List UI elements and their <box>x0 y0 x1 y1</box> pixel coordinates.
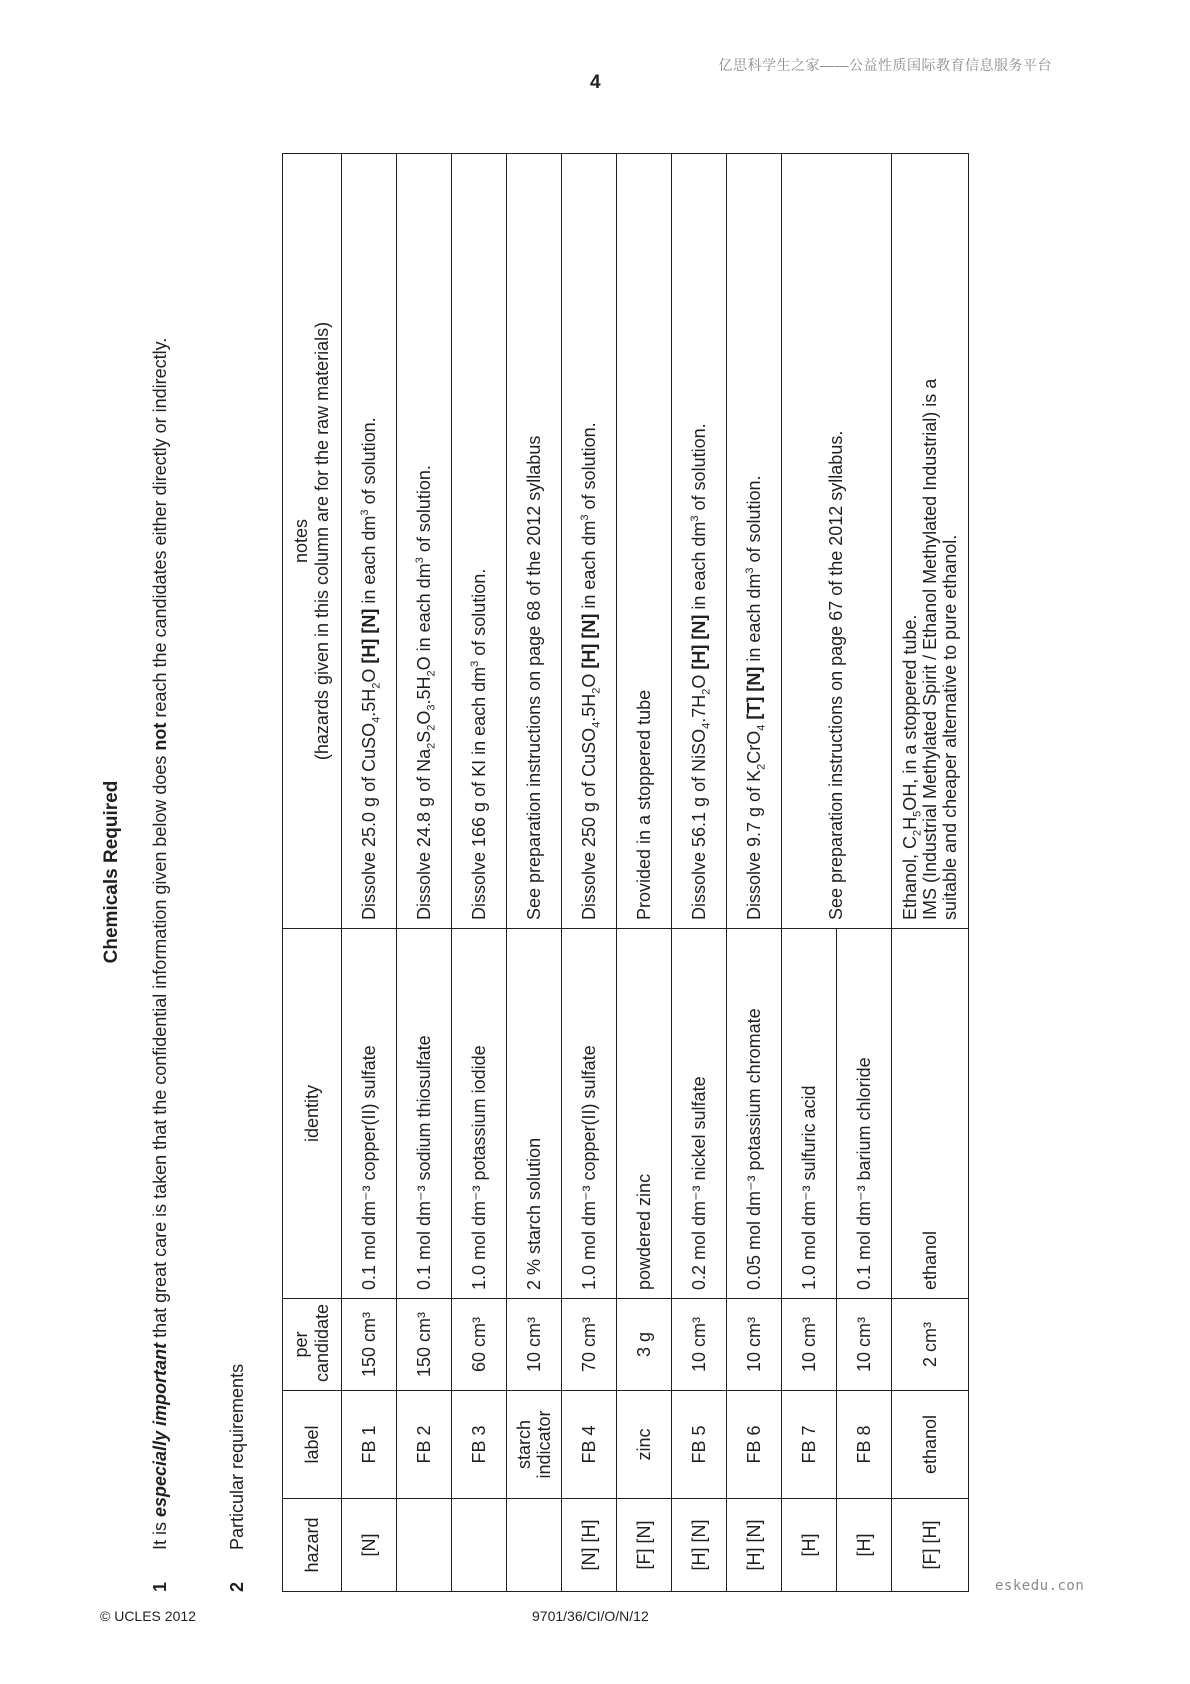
per-candidate-cell: 150 cm³ <box>342 1299 397 1391</box>
identity-cell: powdered zinc <box>617 929 672 1299</box>
notes-line: IMS (Industrial Methylated Spirit / Ethanol Methylated Industrial) is a <box>920 378 940 920</box>
header-line: candidate <box>312 1303 332 1382</box>
notes-cell: See preparation instructions on page 67 of the 2012 syllabus. <box>782 154 892 929</box>
per-candidate-cell: 10 cm³ <box>727 1299 782 1391</box>
chemicals-table <box>282 153 969 1592</box>
hazard-cell: [N] <box>342 1499 397 1592</box>
label-cell: starch indicator <box>507 1391 562 1499</box>
per-candidate-cell: 10 cm³ <box>672 1299 727 1391</box>
text-fragment: It is <box>150 1516 170 1550</box>
item-number: 2 <box>227 1581 247 1592</box>
text-fragment: reach the candidates either directly or indirectly. <box>150 337 170 723</box>
instruction-1-text <box>150 155 171 1550</box>
notes-cell: Dissolve 25.0 g of $CuSO_4.5H_2O$ [H] [N] in each $dm^3$ of solution. <box>342 154 397 929</box>
header-per-candidate <box>283 1299 342 1391</box>
hazard-cell: [H] <box>782 1499 837 1592</box>
page-number: 4 <box>590 72 601 93</box>
emphasis-text: especially important <box>150 1342 170 1517</box>
header-label: label <box>283 1391 342 1499</box>
bold-text: not <box>150 722 170 751</box>
table-row <box>782 154 837 1592</box>
table-row <box>672 154 727 1592</box>
hazard-cell <box>397 1499 452 1592</box>
notes-cell: Dissolve 24.8 g of $Na_2S_2O_3.5H_2O$ in each $dm^3$ of solution. <box>397 154 452 929</box>
notes-cell: Dissolve 56.1 g of $NiSO_4.7H_2O$ [H] [N] in each $dm^3$ of solution. <box>672 154 727 929</box>
identity-cell: 1.0 mol dm⁻³ copper(II) sulfate <box>562 929 617 1299</box>
table-header-row <box>283 154 342 1592</box>
hazard-cell <box>507 1499 562 1592</box>
per-candidate-cell: 3 g <box>617 1299 672 1391</box>
hazard-cell: [H] <box>837 1499 892 1592</box>
label-cell: FB 5 <box>672 1391 727 1499</box>
notes-cell <box>892 154 969 929</box>
hazard-cell: [N] [H] <box>562 1499 617 1592</box>
identity-cell: 2 % starch solution <box>507 929 562 1299</box>
header-line: per <box>291 1331 311 1358</box>
header-notes <box>283 154 342 929</box>
identity-cell: 0.1 mol dm⁻³ barium chloride <box>837 929 892 1299</box>
footer-watermark: eskedu.con <box>995 1578 1085 1594</box>
header-hazard: hazard <box>283 1499 342 1592</box>
label-cell: zinc <box>617 1391 672 1499</box>
per-candidate-cell: 2 cm³ <box>892 1299 969 1391</box>
label-cell: ethanol <box>892 1391 969 1499</box>
per-candidate-cell: 10 cm³ <box>837 1299 892 1391</box>
label-cell: FB 4 <box>562 1391 617 1499</box>
notes-cell: Dissolve 250 g of $CuSO_4.5H_2O$ [H] [N] in each $dm^3$ of solution. <box>562 154 617 929</box>
label-cell: FB 8 <box>837 1391 892 1499</box>
instruction-2-text: Particular requirements <box>227 1363 247 1550</box>
per-candidate-cell: 150 cm³ <box>397 1299 452 1391</box>
label-cell: FB 6 <box>727 1391 782 1499</box>
hazard-cell: [H] [N] <box>672 1499 727 1592</box>
table-row <box>562 154 617 1592</box>
header-identity: identity <box>283 929 342 1299</box>
label-cell: FB 7 <box>782 1391 837 1499</box>
per-candidate-cell: 10 cm³ <box>507 1299 562 1391</box>
per-candidate-cell: 70 cm³ <box>562 1299 617 1391</box>
header-watermark: 亿思科学生之家——公益性质国际教育信息服务平台 <box>718 57 1052 73</box>
identity-cell: ethanol <box>892 929 969 1299</box>
notes-line: suitable and cheaper alternative to pure ethanol. <box>940 534 960 920</box>
table-row <box>452 154 507 1592</box>
hazard-cell <box>452 1499 507 1592</box>
notes-line: Ethanol, $C_2H_5OH$, in a stoppered tube. <box>900 614 924 920</box>
table-row <box>617 154 672 1592</box>
notes-cell: Dissolve 9.7 g of $K_2CrO_4$ [T] [N] in each $dm^3$ of solution. <box>727 154 782 929</box>
notes-cell: Provided in a stoppered tube <box>617 154 672 929</box>
identity-cell: 0.2 mol dm⁻³ nickel sulfate <box>672 929 727 1299</box>
label-cell: FB 3 <box>452 1391 507 1499</box>
hazard-cell: [H] [N] <box>727 1499 782 1592</box>
header-line: notes <box>291 518 311 564</box>
rotated-page-content <box>95 152 1045 1592</box>
item-number: 1 <box>150 1581 170 1592</box>
copyright: © UCLES 2012 <box>100 1608 196 1624</box>
text-fragment: that great care is taken that the confidential information given below does <box>150 750 170 1343</box>
table-row <box>342 154 397 1592</box>
document-code: 9701/36/CI/O/N/12 <box>532 1608 649 1624</box>
identity-cell: 1.0 mol dm⁻³ potassium iodide <box>452 929 507 1299</box>
header-line: (hazards given in this column are for the raw materials) <box>312 321 332 761</box>
hazard-cell: [F] [H] <box>892 1499 969 1592</box>
notes-cell: Dissolve 166 g of KI in each $dm^3$ of solution. <box>452 154 507 929</box>
identity-cell: 0.1 mol dm⁻³ copper(II) sulfate <box>342 929 397 1299</box>
label-cell: FB 1 <box>342 1391 397 1499</box>
identity-cell: 0.1 mol dm⁻³ sodium thiosulfate <box>397 929 452 1299</box>
table-row <box>892 154 969 1592</box>
identity-cell: 1.0 mol dm⁻³ sulfuric acid <box>782 929 837 1299</box>
identity-cell: 0.05 mol dm⁻³ potassium chromate <box>727 929 782 1299</box>
notes-cell: See preparation instructions on page 68 of the 2012 syllabus <box>507 154 562 929</box>
per-candidate-cell: 60 cm³ <box>452 1299 507 1391</box>
label-cell: FB 2 <box>397 1391 452 1499</box>
table-row <box>507 154 562 1592</box>
per-candidate-cell: 10 cm³ <box>782 1299 837 1391</box>
page-title: Chemicals Required <box>101 780 122 964</box>
hazard-cell: [F] [N] <box>617 1499 672 1592</box>
table-row <box>727 154 782 1592</box>
table-row <box>397 154 452 1592</box>
